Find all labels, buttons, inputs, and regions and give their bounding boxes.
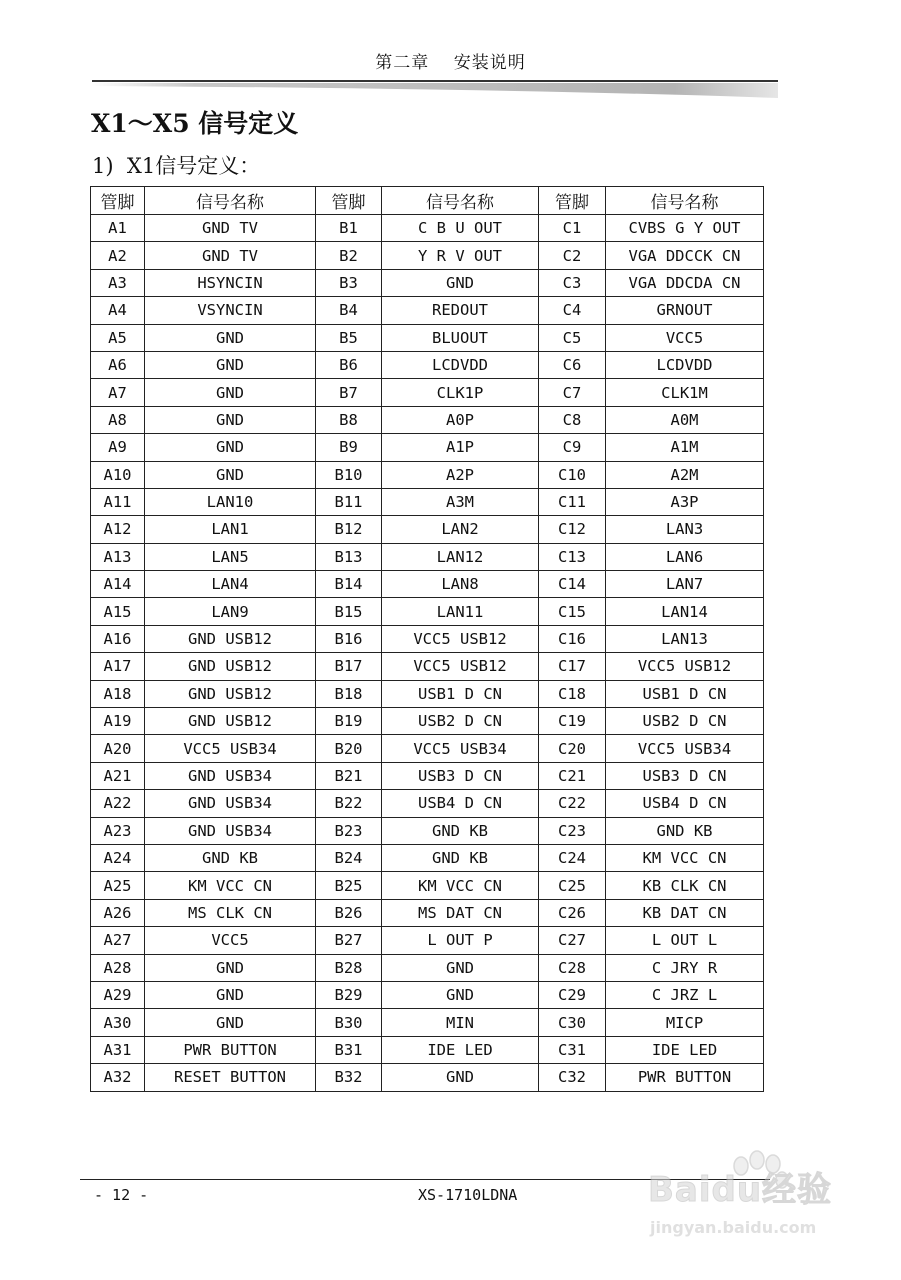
table-row xyxy=(91,625,764,652)
cell-pin-c: C5 xyxy=(539,324,606,351)
cell-signal-c: A0M xyxy=(606,406,764,433)
cell-pin-b: B19 xyxy=(316,708,382,735)
cell-signal-b: GND xyxy=(382,1064,539,1091)
cell-signal-b: GND xyxy=(382,954,539,981)
cell-signal-c: PWR BUTTON xyxy=(606,1064,764,1091)
watermark-brand: Baidu经验 xyxy=(648,1170,833,1210)
cell-signal-b: LAN12 xyxy=(382,543,539,570)
cell-signal-a: GND xyxy=(145,461,316,488)
cell-signal-b: L OUT P xyxy=(382,927,539,954)
cell-signal-b: USB1 D CN xyxy=(382,680,539,707)
cell-pin-a: A23 xyxy=(91,817,145,844)
cell-pin-c: C19 xyxy=(539,708,606,735)
cell-signal-a: LAN1 xyxy=(145,516,316,543)
cell-pin-c: C6 xyxy=(539,351,606,378)
cell-pin-b: B16 xyxy=(316,625,382,652)
cell-pin-c: C4 xyxy=(539,297,606,324)
cell-pin-a: A20 xyxy=(91,735,145,762)
cell-pin-c: C29 xyxy=(539,981,606,1008)
table-row xyxy=(91,434,764,461)
table-row xyxy=(91,379,764,406)
cell-signal-c: A2M xyxy=(606,461,764,488)
cell-signal-b: C B U OUT xyxy=(382,215,539,242)
cell-signal-c: GND KB xyxy=(606,817,764,844)
cell-pin-c: C3 xyxy=(539,269,606,296)
table-row xyxy=(91,488,764,515)
cell-signal-c: L OUT L xyxy=(606,927,764,954)
cell-pin-c: C9 xyxy=(539,434,606,461)
cell-signal-a: GND xyxy=(145,434,316,461)
cell-pin-c: C26 xyxy=(539,899,606,926)
cell-signal-c: LAN7 xyxy=(606,571,764,598)
table-row xyxy=(91,297,764,324)
cell-pin-b: B11 xyxy=(316,488,382,515)
table-row xyxy=(91,571,764,598)
cell-signal-b: IDE LED xyxy=(382,1036,539,1063)
cell-pin-c: C21 xyxy=(539,762,606,789)
cell-signal-b: MS DAT CN xyxy=(382,899,539,926)
cell-pin-a: A8 xyxy=(91,406,145,433)
cell-pin-a: A6 xyxy=(91,351,145,378)
cell-signal-a: GND USB12 xyxy=(145,653,316,680)
cell-signal-c: LAN3 xyxy=(606,516,764,543)
cell-pin-c: C31 xyxy=(539,1036,606,1063)
table-row xyxy=(91,653,764,680)
cell-pin-c: C17 xyxy=(539,653,606,680)
cell-signal-a: GND TV xyxy=(145,242,316,269)
cell-pin-a: A18 xyxy=(91,680,145,707)
cell-pin-b: B23 xyxy=(316,817,382,844)
cell-signal-a: GND USB12 xyxy=(145,680,316,707)
cell-signal-a: GND USB34 xyxy=(145,790,316,817)
cell-signal-c: USB2 D CN xyxy=(606,708,764,735)
cell-signal-c: USB1 D CN xyxy=(606,680,764,707)
header-pin-a: 管脚 xyxy=(91,187,145,215)
cell-signal-c: VCC5 USB12 xyxy=(606,653,764,680)
cell-signal-b: USB2 D CN xyxy=(382,708,539,735)
cell-pin-b: B10 xyxy=(316,461,382,488)
table-row xyxy=(91,844,764,871)
cell-pin-c: C16 xyxy=(539,625,606,652)
cell-pin-b: B8 xyxy=(316,406,382,433)
cell-pin-a: A17 xyxy=(91,653,145,680)
cell-pin-c: C30 xyxy=(539,1009,606,1036)
cell-signal-a: GND USB34 xyxy=(145,762,316,789)
cell-signal-c: GRNOUT xyxy=(606,297,764,324)
cell-pin-a: A29 xyxy=(91,981,145,1008)
cell-pin-b: B18 xyxy=(316,680,382,707)
cell-pin-b: B15 xyxy=(316,598,382,625)
cell-signal-b: A3M xyxy=(382,488,539,515)
cell-signal-c: KB CLK CN xyxy=(606,872,764,899)
cell-signal-b: A1P xyxy=(382,434,539,461)
table-row xyxy=(91,351,764,378)
table-row xyxy=(91,598,764,625)
cell-pin-c: C1 xyxy=(539,215,606,242)
table-row xyxy=(91,1009,764,1036)
cell-pin-b: B3 xyxy=(316,269,382,296)
cell-pin-a: A2 xyxy=(91,242,145,269)
cell-pin-c: C12 xyxy=(539,516,606,543)
cell-signal-a: LAN10 xyxy=(145,488,316,515)
cell-signal-b: REDOUT xyxy=(382,297,539,324)
cell-signal-c: C JRY R xyxy=(606,954,764,981)
cell-signal-c: A3P xyxy=(606,488,764,515)
table-row xyxy=(91,543,764,570)
cell-signal-a: VCC5 xyxy=(145,927,316,954)
cell-signal-b: MIN xyxy=(382,1009,539,1036)
cell-signal-b: KM VCC CN xyxy=(382,872,539,899)
chapter-header: 第二章 安装说明 xyxy=(375,53,526,73)
cell-signal-a: GND xyxy=(145,324,316,351)
cell-signal-c: LCDVDD xyxy=(606,351,764,378)
cell-signal-c: C JRZ L xyxy=(606,981,764,1008)
cell-signal-c: A1M xyxy=(606,434,764,461)
cell-signal-a: GND xyxy=(145,1009,316,1036)
cell-pin-a: A9 xyxy=(91,434,145,461)
cell-pin-a: A3 xyxy=(91,269,145,296)
table-row xyxy=(91,215,764,242)
table-row xyxy=(91,708,764,735)
cell-signal-b: VCC5 USB12 xyxy=(382,653,539,680)
cell-signal-a: LAN9 xyxy=(145,598,316,625)
cell-pin-c: C18 xyxy=(539,680,606,707)
cell-pin-b: B30 xyxy=(316,1009,382,1036)
cell-signal-b: CLK1P xyxy=(382,379,539,406)
baidu-watermark xyxy=(636,1140,858,1250)
cell-pin-b: B28 xyxy=(316,954,382,981)
cell-signal-a: GND xyxy=(145,406,316,433)
cell-pin-b: B13 xyxy=(316,543,382,570)
cell-signal-a: GND USB12 xyxy=(145,708,316,735)
cell-pin-a: A21 xyxy=(91,762,145,789)
cell-signal-b: GND KB xyxy=(382,817,539,844)
cell-pin-c: C32 xyxy=(539,1064,606,1091)
table-row xyxy=(91,461,764,488)
cell-pin-a: A26 xyxy=(91,899,145,926)
cell-signal-a: GND KB xyxy=(145,844,316,871)
cell-pin-a: A5 xyxy=(91,324,145,351)
cell-pin-a: A4 xyxy=(91,297,145,324)
table-row xyxy=(91,680,764,707)
header-signal-a: 信号名称 xyxy=(145,187,316,215)
cell-pin-b: B29 xyxy=(316,981,382,1008)
table-row xyxy=(91,242,764,269)
cell-signal-b: VCC5 USB12 xyxy=(382,625,539,652)
table-row xyxy=(91,516,764,543)
cell-signal-c: USB3 D CN xyxy=(606,762,764,789)
cell-signal-b: A2P xyxy=(382,461,539,488)
cell-pin-c: C11 xyxy=(539,488,606,515)
header-pin-c: 管脚 xyxy=(539,187,606,215)
cell-pin-b: B12 xyxy=(316,516,382,543)
table-row xyxy=(91,817,764,844)
cell-signal-a: GND USB12 xyxy=(145,625,316,652)
cell-pin-a: A27 xyxy=(91,927,145,954)
cell-signal-a: VCC5 USB34 xyxy=(145,735,316,762)
cell-signal-c: MICP xyxy=(606,1009,764,1036)
table-body xyxy=(91,215,764,1092)
cell-pin-a: A10 xyxy=(91,461,145,488)
cell-signal-a: LAN5 xyxy=(145,543,316,570)
cell-pin-a: A24 xyxy=(91,844,145,871)
cell-pin-a: A19 xyxy=(91,708,145,735)
table-header-row xyxy=(91,187,764,215)
cell-signal-b: LAN2 xyxy=(382,516,539,543)
cell-signal-b: Y R V OUT xyxy=(382,242,539,269)
cell-pin-c: C14 xyxy=(539,571,606,598)
cell-pin-c: C8 xyxy=(539,406,606,433)
pin-definition-table xyxy=(90,186,764,1092)
cell-signal-c: LAN13 xyxy=(606,625,764,652)
cell-signal-b: A0P xyxy=(382,406,539,433)
cell-pin-c: C25 xyxy=(539,872,606,899)
cell-pin-c: C13 xyxy=(539,543,606,570)
cell-pin-b: B17 xyxy=(316,653,382,680)
cell-signal-b: LCDVDD xyxy=(382,351,539,378)
cell-signal-a: GND xyxy=(145,351,316,378)
cell-pin-b: B9 xyxy=(316,434,382,461)
cell-signal-b: BLUOUT xyxy=(382,324,539,351)
cell-pin-b: B24 xyxy=(316,844,382,871)
cell-pin-b: B1 xyxy=(316,215,382,242)
table-row xyxy=(91,872,764,899)
cell-signal-c: CLK1M xyxy=(606,379,764,406)
subsection-title: 1) X1信号定义： xyxy=(92,154,261,178)
table-row xyxy=(91,406,764,433)
cell-signal-c: KM VCC CN xyxy=(606,844,764,871)
cell-pin-a: A14 xyxy=(91,571,145,598)
cell-pin-c: C2 xyxy=(539,242,606,269)
cell-signal-b: GND xyxy=(382,269,539,296)
cell-signal-a: HSYNCIN xyxy=(145,269,316,296)
cell-pin-b: B6 xyxy=(316,351,382,378)
cell-signal-b: GND xyxy=(382,981,539,1008)
cell-pin-b: B32 xyxy=(316,1064,382,1091)
cell-signal-c: VGA DDCCK CN xyxy=(606,242,764,269)
cell-pin-c: C24 xyxy=(539,844,606,871)
cell-pin-b: B2 xyxy=(316,242,382,269)
cell-signal-a: MS CLK CN xyxy=(145,899,316,926)
header-signal-c: 信号名称 xyxy=(606,187,764,215)
table-row xyxy=(91,735,764,762)
header-signal-b: 信号名称 xyxy=(382,187,539,215)
cell-pin-b: B26 xyxy=(316,899,382,926)
cell-pin-c: C27 xyxy=(539,927,606,954)
cell-signal-b: USB4 D CN xyxy=(382,790,539,817)
cell-pin-b: B21 xyxy=(316,762,382,789)
header-pin-b: 管脚 xyxy=(316,187,382,215)
cell-pin-b: B4 xyxy=(316,297,382,324)
cell-pin-c: C23 xyxy=(539,817,606,844)
cell-signal-c: LAN14 xyxy=(606,598,764,625)
cell-signal-c: IDE LED xyxy=(606,1036,764,1063)
cell-pin-b: B7 xyxy=(316,379,382,406)
cell-pin-c: C28 xyxy=(539,954,606,981)
cell-signal-a: GND xyxy=(145,379,316,406)
cell-signal-a: GND USB34 xyxy=(145,817,316,844)
cell-signal-c: LAN6 xyxy=(606,543,764,570)
cell-signal-b: LAN11 xyxy=(382,598,539,625)
cell-signal-a: LAN4 xyxy=(145,571,316,598)
cell-pin-a: A12 xyxy=(91,516,145,543)
cell-pin-c: C22 xyxy=(539,790,606,817)
cell-pin-b: B5 xyxy=(316,324,382,351)
cell-signal-a: GND xyxy=(145,954,316,981)
cell-pin-a: A11 xyxy=(91,488,145,515)
table-row xyxy=(91,324,764,351)
header-rule xyxy=(92,80,778,100)
cell-signal-b: GND KB xyxy=(382,844,539,871)
cell-signal-c: CVBS G Y OUT xyxy=(606,215,764,242)
cell-signal-b: VCC5 USB34 xyxy=(382,735,539,762)
watermark-url: jingyan.baidu.com xyxy=(650,1218,817,1237)
cell-pin-c: C10 xyxy=(539,461,606,488)
cell-pin-b: B14 xyxy=(316,571,382,598)
document-code: XS-1710LDNA xyxy=(418,1186,518,1204)
cell-pin-a: A13 xyxy=(91,543,145,570)
cell-signal-c: KB DAT CN xyxy=(606,899,764,926)
cell-pin-a: A7 xyxy=(91,379,145,406)
cell-pin-c: C7 xyxy=(539,379,606,406)
cell-signal-b: USB3 D CN xyxy=(382,762,539,789)
table-row xyxy=(91,899,764,926)
cell-signal-a: GND xyxy=(145,981,316,1008)
cell-pin-a: A32 xyxy=(91,1064,145,1091)
cell-pin-b: B27 xyxy=(316,927,382,954)
cell-signal-c: VCC5 USB34 xyxy=(606,735,764,762)
cell-pin-a: A31 xyxy=(91,1036,145,1063)
table-row xyxy=(91,981,764,1008)
cell-pin-b: B31 xyxy=(316,1036,382,1063)
cell-pin-a: A15 xyxy=(91,598,145,625)
cell-pin-a: A28 xyxy=(91,954,145,981)
cell-signal-c: VGA DDCDA CN xyxy=(606,269,764,296)
table-row xyxy=(91,1036,764,1063)
table-row xyxy=(91,269,764,296)
cell-signal-a: PWR BUTTON xyxy=(145,1036,316,1063)
cell-pin-a: A25 xyxy=(91,872,145,899)
cell-pin-c: C15 xyxy=(539,598,606,625)
table-row xyxy=(91,954,764,981)
cell-signal-a: GND TV xyxy=(145,215,316,242)
page-number: - 12 - xyxy=(94,1186,149,1204)
cell-pin-a: A30 xyxy=(91,1009,145,1036)
cell-pin-b: B25 xyxy=(316,872,382,899)
cell-pin-c: C20 xyxy=(539,735,606,762)
cell-signal-c: USB4 D CN xyxy=(606,790,764,817)
cell-signal-b: LAN8 xyxy=(382,571,539,598)
cell-pin-a: A16 xyxy=(91,625,145,652)
cell-signal-a: VSYNCIN xyxy=(145,297,316,324)
table-row xyxy=(91,762,764,789)
cell-signal-a: RESET BUTTON xyxy=(145,1064,316,1091)
cell-pin-a: A22 xyxy=(91,790,145,817)
section-title: X1～X5 信号定义 xyxy=(91,109,299,138)
cell-signal-c: VCC5 xyxy=(606,324,764,351)
table-row xyxy=(91,1064,764,1091)
cell-pin-b: B20 xyxy=(316,735,382,762)
cell-pin-a: A1 xyxy=(91,215,145,242)
table-row xyxy=(91,790,764,817)
cell-pin-b: B22 xyxy=(316,790,382,817)
table-row xyxy=(91,927,764,954)
cell-signal-a: KM VCC CN xyxy=(145,872,316,899)
